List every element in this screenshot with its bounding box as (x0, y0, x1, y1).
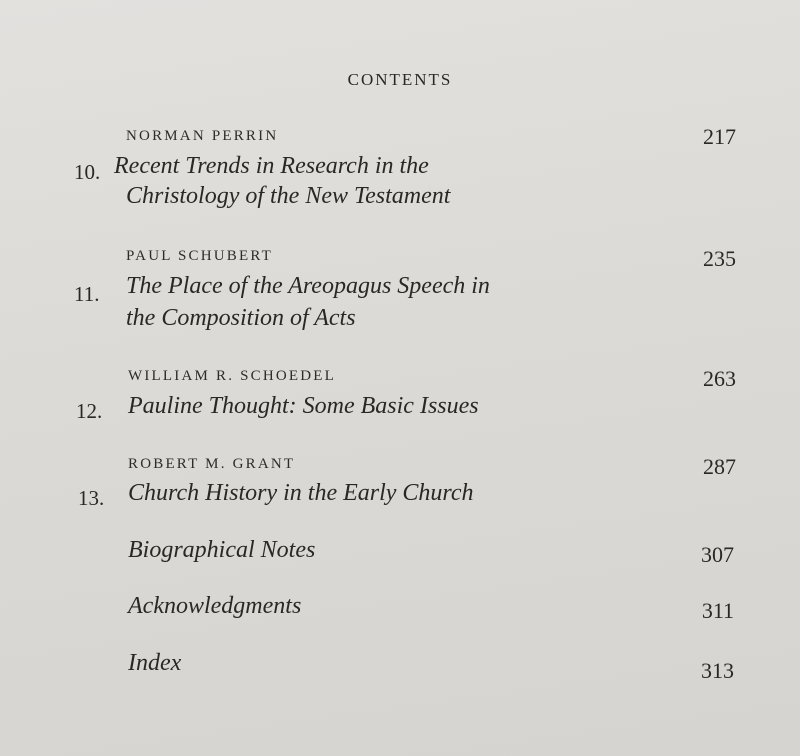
entry-title-line: Recent Trends in Research in the (114, 153, 429, 179)
entry-author: PAUL SCHUBERT (126, 248, 274, 264)
entry-number: 12. (76, 399, 103, 423)
entry-author: NORMAN PERRIN (126, 128, 279, 144)
back-matter-title: Acknowledgments (128, 593, 302, 619)
entry-title-line: Pauline Thought: Some Basic Issues (128, 393, 479, 419)
entry-number: 13. (78, 486, 105, 510)
back-matter-page-number: 307 (701, 542, 734, 567)
contents-heading: CONTENTS (347, 70, 453, 89)
entry-title-line: The Place of the Areopagus Speech in (126, 273, 490, 299)
entry-page-number: 217 (703, 124, 736, 149)
back-matter-title: Index (128, 650, 182, 676)
entry-page-number: 263 (703, 366, 736, 391)
entry-author: WILLIAM R. SCHOEDEL (128, 368, 337, 384)
entry-number: 10. (74, 160, 101, 184)
back-matter-page-number: 313 (701, 658, 734, 683)
entry-author: ROBERT M. GRANT (128, 456, 296, 472)
entry-title-line: Christology of the New Testament (126, 183, 451, 209)
entry-page-number: 287 (703, 454, 736, 479)
entry-number: 11. (74, 282, 100, 306)
back-matter-title: Biographical Notes (128, 537, 316, 563)
entry-title-line: the Composition of Acts (126, 305, 356, 331)
back-matter-page-number: 311 (701, 598, 734, 623)
entry-title-line: Church History in the Early Church (128, 480, 474, 506)
entry-page-number: 235 (703, 246, 736, 271)
